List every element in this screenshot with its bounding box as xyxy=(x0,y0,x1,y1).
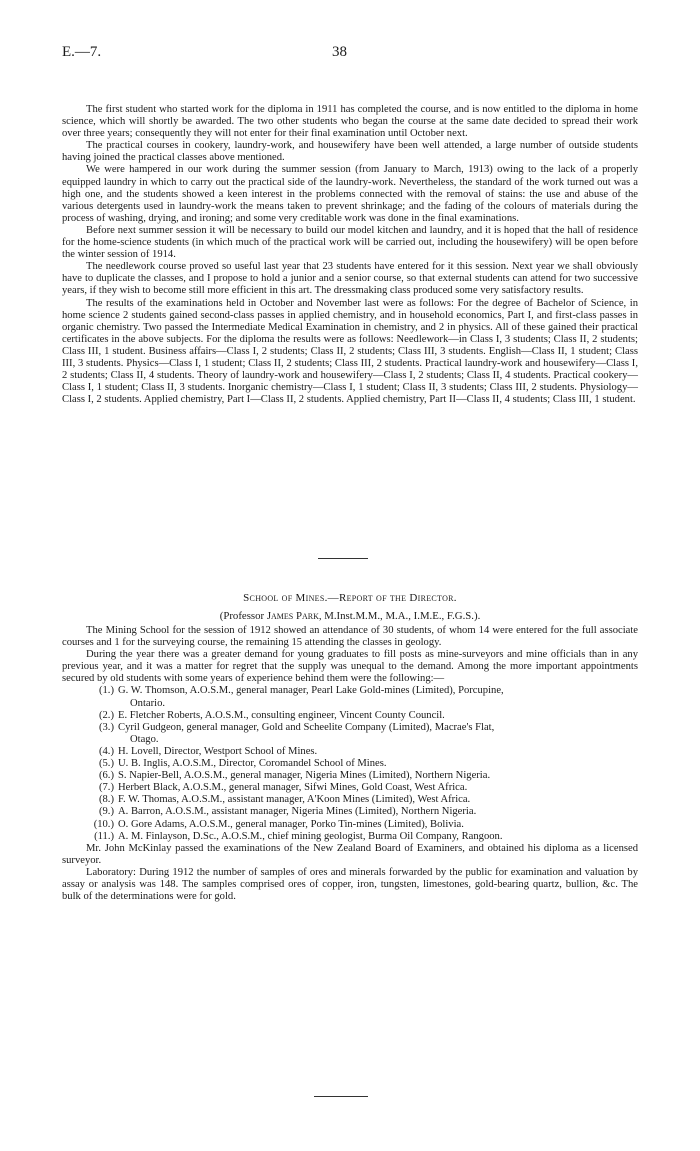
section-title xyxy=(0,592,700,604)
appointment-text: E. Fletcher Roberts, A.O.S.M., consulting engineer, Vincent County Council. xyxy=(118,709,445,721)
appointment-number: (5.) xyxy=(98,758,114,770)
appointment-number: (4.) xyxy=(98,745,114,757)
appointment-text: Cyril Gudgeon, general manager, Gold and Scheelite Company (Limited), Macrae's Flat, xyxy=(118,721,495,733)
appointment-item xyxy=(62,794,638,806)
paragraph: The first student who started work for the diploma in 1911 has completed the course, and is now entitled to the diploma in home science, which will shortly be awarded. The two other students who began the course at the same date decided to spread their work over three years; consequently they will not enter for their final examination until October next. xyxy=(62,104,638,140)
appointment-item xyxy=(62,831,638,843)
section-subtitle xyxy=(0,610,700,622)
paragraph: The needlework course proved so useful last year that 23 students have entered for it this session. Next year we shall obviously have to duplicate the classes, and I propose to hold a junior and a senior course, so that external students can attend for two successive years, if they wish to become still more efficient in this art. The dressmaking class produced some very satisfactory results. xyxy=(62,261,638,297)
appointments-list xyxy=(62,685,638,842)
paragraph: The Mining School for the session of 1912 showed an attendance of 30 students, of whom 14 were entered for the full associate courses and 1 for the surveying course, the remaining 15 attending the classes in geology. xyxy=(62,625,638,649)
subtitle-open: (Professor xyxy=(219,610,267,622)
paragraph: Mr. John McKinlay passed the examinations of the New Zealand Board of Examiners, and obtained his diploma as a licensed surveyor. xyxy=(62,842,638,866)
page-header xyxy=(62,44,638,62)
home-science-section xyxy=(62,104,638,406)
paragraph: We were hampered in our work during the summer session (from January to March, 1913) owing to the lack of a properly equipped laundry in which to carry out the practical side of the laundry-work. Nevertheless, the standard of the work turned out was a high one, and the students showed a keen interest in the problems connected with the removal of stains: the use and abuse of the various detergents used in laundry-work the means taken to prevent shrinkage; and the fading of the colours of materials during the process of washing, drying, and ironing; and some very creditable work was done in the final examinations. xyxy=(62,164,638,224)
appointment-text: G. W. Thomson, A.O.S.M., general manager, Pearl Lake Gold-mines (Limited), Porcupine, xyxy=(118,685,504,697)
appointment-number: (7.) xyxy=(98,782,114,794)
appointment-number: (2.) xyxy=(98,709,114,721)
appointment-number: (1.) xyxy=(98,685,114,697)
appointment-number: (3.) xyxy=(98,721,114,733)
appointment-number: (10.) xyxy=(93,818,114,830)
appointment-item xyxy=(62,782,638,794)
section-divider xyxy=(318,558,368,559)
appointment-item xyxy=(62,770,638,782)
end-divider xyxy=(314,1096,368,1097)
appointment-number: (6.) xyxy=(98,770,114,782)
appointment-text: H. Lovell, Director, Westport School of Mines. xyxy=(118,745,318,757)
appointment-number: (8.) xyxy=(98,794,114,806)
appointment-text: Herbert Black, A.O.S.M., general manager, Sifwi Mines, Gold Coast, West Africa. xyxy=(118,782,468,794)
paragraph: Before next summer session it will be necessary to build our model kitchen and laundry, and it is hoped that the hall of residence for the home-science students (in which much of the practical work will be carried out, including the housewifery) will be open before the winter session of 1914. xyxy=(62,224,638,261)
appointment-continuation: Ontario. xyxy=(130,697,166,709)
paragraph: The results of the examinations held in October and November last were as follows: For the degree of Bachelor of Science, in home science 2 students gained second-class passes in applied chemistry, and in household economics, Part I, and first-class passes in organic chemistry. Two passed the Intermediate Medical Examination in chemistry, and 2 in physics. All of these gained their practical certificates in the above subjects. For the diploma the results were as follows: Needlework—in Class I, 3 students; Class II, 2 students; Class III, 1 student. Business affairs—Class I, 2 students; Class II, 2 students; Class III, 3 students. English—Class II, 1 student; Class III, 3 students. Physics—Class I, 1 student; Class II, 2 students; Class III, 2 students. Practical laundry-work and housewifery—Class I, 2 students; Class II, 4 students. Theory of laundry-work and housewifery—Class I, 2 students; Class II, 4 students. Practical cookery—Class I, 1 student; Class II, 3 students. Inorganic chemistry—Class I, 1 student; Class II, 3 students; Class III, 2 students. Physiology—Class I, 2 students. Applied chemistry, Part I—Class II, 2 students. Applied chemistry, Part II—Class II, 4 students; Class III, 1 student. xyxy=(62,297,638,406)
appointment-text: A. M. Finlayson, D.Sc., A.O.S.M., chief mining geologist, Burma Oil Company, Rangoon. xyxy=(118,830,503,842)
appointment-continuation: Otago. xyxy=(130,733,159,745)
appointment-text: S. Napier-Bell, A.O.S.M., general manager, Nigeria Mines (Limited), Northern Nigeria. xyxy=(118,770,491,782)
appointment-item xyxy=(62,746,638,758)
appointment-item xyxy=(62,819,638,831)
appointment-text: F. W. Thomas, A.O.S.M., assistant manager, A'Koon Mines (Limited), West Africa. xyxy=(118,794,471,806)
director-name: James Park xyxy=(266,610,319,622)
paragraph: Laboratory: During 1912 the number of samples of ores and minerals forwarded by the public for examination and valuation by assay or analysis was 148. The samples comprised ores of copper, iron, tungsten, limestones, gold-bearing quartz, bullion, &c. The bulk of the determinations were for gold. xyxy=(62,866,638,903)
appointment-number: (11.) xyxy=(94,830,114,842)
appointment-item xyxy=(62,722,638,746)
report-reference: E.—7. xyxy=(62,44,102,60)
appointment-item xyxy=(62,806,638,818)
appointment-text: U. B. Inglis, A.O.S.M., Director, Coromandel School of Mines. xyxy=(118,758,387,770)
paragraph: The practical courses in cookery, laundry-work, and housewifery have been well attended, a large number of outside students having joined the practical classes above mentioned. xyxy=(62,140,638,164)
section-title-text: School of Mines.—Report of the Director. xyxy=(243,592,457,604)
appointment-item xyxy=(62,685,638,709)
appointment-item xyxy=(62,758,638,770)
appointment-text: O. Gore Adams, A.O.S.M., general manager, Porko Tin-mines (Limited), Bolivia. xyxy=(118,818,464,830)
appointment-number: (9.) xyxy=(98,806,114,818)
appointment-item xyxy=(62,710,638,722)
subtitle-credentials: , M.Inst.M.M., M.A., I.M.E., F.G.S.). xyxy=(318,610,481,622)
page-number: 38 xyxy=(332,44,347,60)
paragraph: During the year there was a greater demand for young graduates to fill posts as mine-surveyors and mine officials than in any previous year, and it was a matter for regret that the supply was unequal to the demand. Among the more important appointments secured by old students with some years of experience behind them were the following:— xyxy=(62,649,638,685)
school-of-mines-section xyxy=(62,625,638,903)
appointment-text: A. Barron, A.O.S.M., assistant manager, Nigeria Mines (Limited), Northern Nigeria. xyxy=(118,806,477,818)
